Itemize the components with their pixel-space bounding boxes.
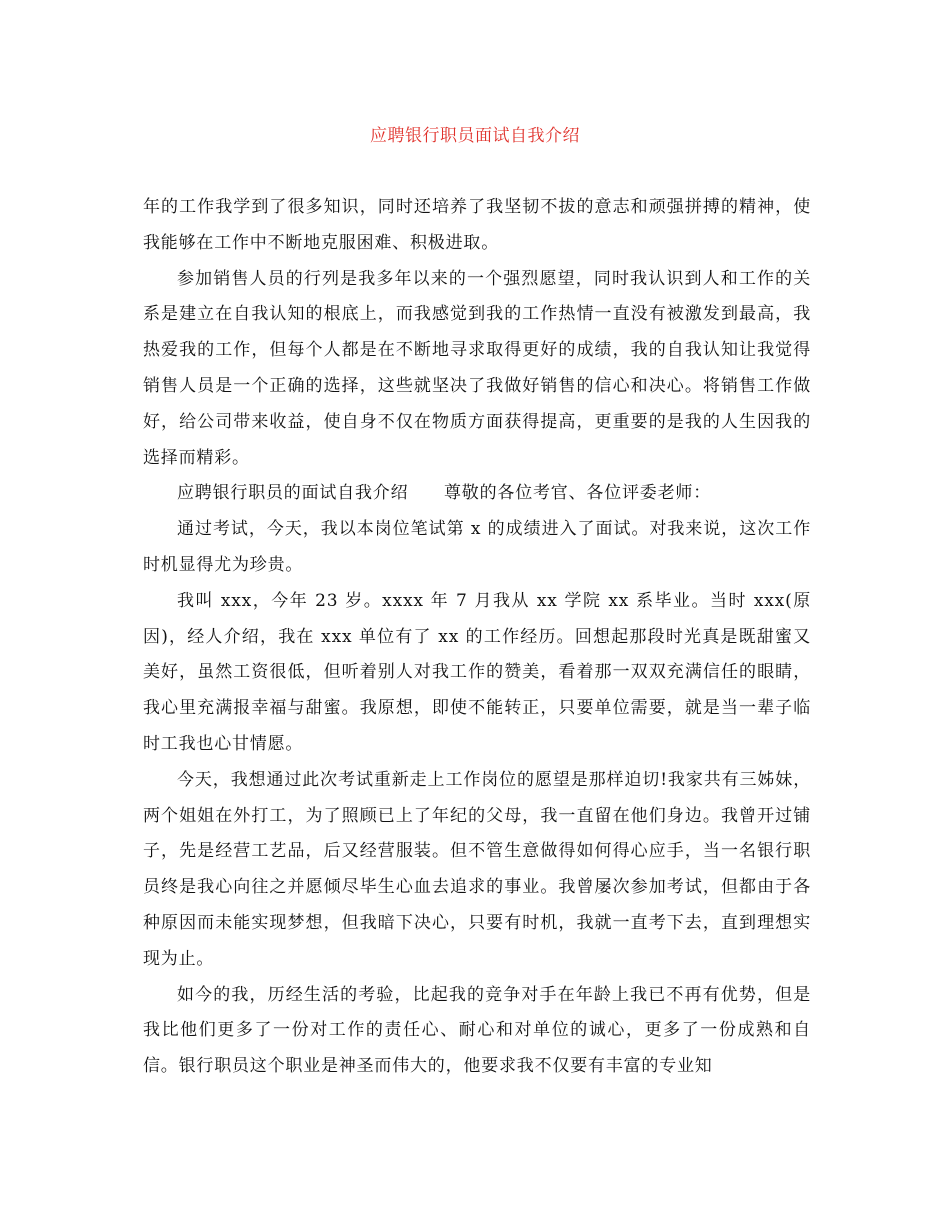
paragraph-7: 如今的我，历经生活的考验，比起我的竞争对手在年龄上我已不再有优势，但是我比他们更多了一份对工作的责任心、耐心和对单位的诚心，更多了一份成熟和自信。银行职员这个职业是神圣而伟大的，他要求我不仅要有丰富的专业知: [143, 984, 811, 1077]
paragraph-4: 通过考试，今天，我以本岗位笔试第 x 的成绩进入了面试。对我来说，这次工作时机显得尤为珍贵。: [143, 519, 811, 575]
paragraph-3: 应聘银行职员的面试自我介绍 尊敬的各位考官、各位评委老师：: [177, 483, 711, 504]
paragraph-6: 今天，我想通过此次考试重新走上工作岗位的愿望是那样迫切!我家共有三姊妹，两个姐姐在外打工，为了照顾已上了年纪的父母，我一直留在他们身边。我曾开过铺子，先是经营工艺品，后又经营服装。但不管生意做得如何得心应手，当一名银行职员终是我心向往之并愿倾尽毕生心血去追求的事业。我曾屡次参加考试，但都由于各种原因而未能实现梦想，但我暗下决心，只要有时机，我就一直考下去，直到理想实现为止。: [143, 769, 811, 969]
document-title: 应聘银行职员面试自我介绍: [370, 126, 580, 146]
document-body: [143, 190, 811, 1085]
paragraph-5: 我叫 xxx，今年 23 岁。xxxx 年 7 月我从 xx 学院 xx 系毕业。当时 xxx(原因)，经人介绍，我在 xxx 单位有了 xx 的工作经历。回想起那段时光真是既甜蜜又美好，虽然工资很低，但听着别人对我工作的赞美，看着那一双双充满信任的眼睛，我心里充满报幸福与甜蜜。我原想，即使不能转正，只要单位需要，就是当一辈子临时工我也心甘情愿。: [143, 590, 811, 754]
paragraph-1: 年的工作我学到了很多知识，同时还培养了我坚韧不拔的意志和顽强拼搏的精神，使我能够在工作中不断地克服困难、积极进取。: [143, 197, 811, 253]
paragraph-2: 参加销售人员的行列是我多年以来的一个强烈愿望，同时我认识到人和工作的关系是建立在自我认知的根底上，而我感觉到我的工作热情一直没有被激发到最高，我热爱我的工作，但每个人都是在不断地寻求取得更好的成绩，我的自我认知让我觉得销售人员是一个正确的选择，这些就坚决了我做好销售的信心和决心。将销售工作做好，给公司带来收益，使自身不仅在物质方面获得提高，更重要的是我的人生因我的选择而精彩。: [143, 268, 811, 468]
